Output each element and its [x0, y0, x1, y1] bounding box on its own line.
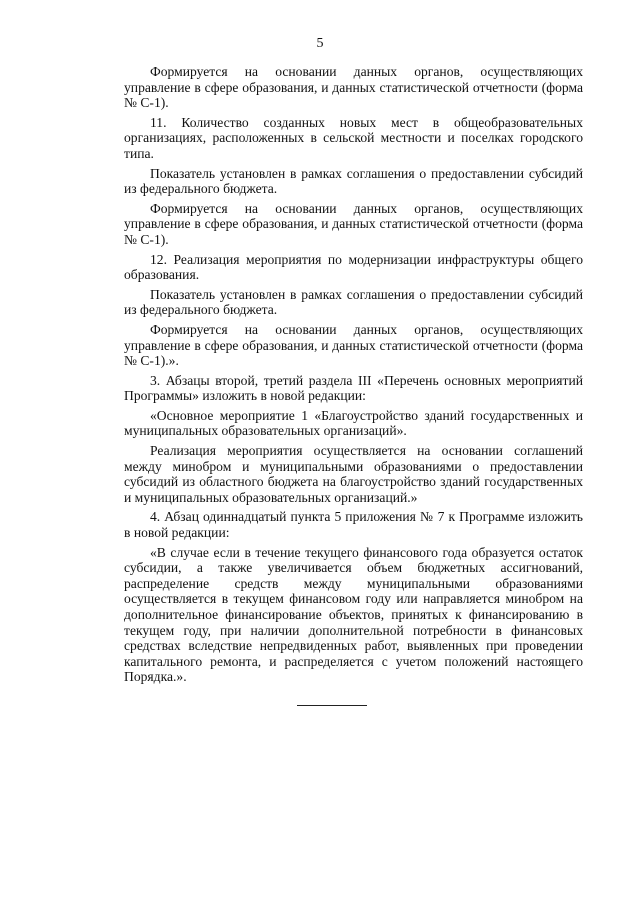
paragraph: Показатель установлен в рамках соглашения о предоставлении субсидий из федерального бюджета.	[124, 286, 583, 318]
page-number: 5	[316, 36, 324, 51]
paragraph: «Основное мероприятие 1 «Благоустройство зданий государственных и муниципальных образовательных организаций».	[124, 407, 583, 439]
document-body	[124, 64, 583, 689]
paragraph: «В случае если в течение текущего финансового года образуется остаток субсидии, а также увеличивается объем бюджетных ассигнований, распределение средств между муниципальными образованиями осуществляется в текущем финансовом году или направляется минобром на дополнительное финансирование объектов, принятых к финансированию в текущем году, при наличии дополнительной потребности в финансовых средствах вследствие непредвиденных работ, выявленных при проведении капитального ремонта, и распределяется с учетом положений настоящего Порядка.».	[124, 544, 583, 685]
paragraph: 4. Абзац одиннадцатый пункта 5 приложения № 7 к Программе изложить в новой редакции:	[124, 509, 583, 541]
paragraph: Реализация мероприятия осуществляется на основании соглашений между минобром и муниципальными образованиями о предоставлении субсидий из областного бюджета на благоустройство зданий государственных и муниципальных образовательных организаций.»	[124, 443, 583, 505]
closing-divider	[297, 705, 367, 706]
paragraph: Показатель установлен в рамках соглашения о предоставлении субсидий из федерального бюджета.	[124, 165, 583, 197]
paragraph: 11. Количество созданных новых мест в общеобразовательных организациях, расположенных в сельской местности и поселках городского типа.	[124, 114, 583, 161]
paragraph: 12. Реализация мероприятия по модернизации инфраструктуры общего образования.	[124, 251, 583, 283]
paragraph: Формируется на основании данных органов, осуществляющих управление в сфере образования, и данных статистической отчетности (форма № С-1).	[124, 200, 583, 247]
paragraph: Формируется на основании данных органов, осуществляющих управление в сфере образования, и данных статистической отчетности (форма № С-1).	[124, 64, 583, 111]
paragraph: Формируется на основании данных органов, осуществляющих управление в сфере образования, и данных статистической отчетности (форма № С-1).».	[124, 321, 583, 369]
paragraph: 3. Абзацы второй, третий раздела III «Перечень основных мероприятий Программы» изложить в новой редакции:	[124, 372, 583, 404]
